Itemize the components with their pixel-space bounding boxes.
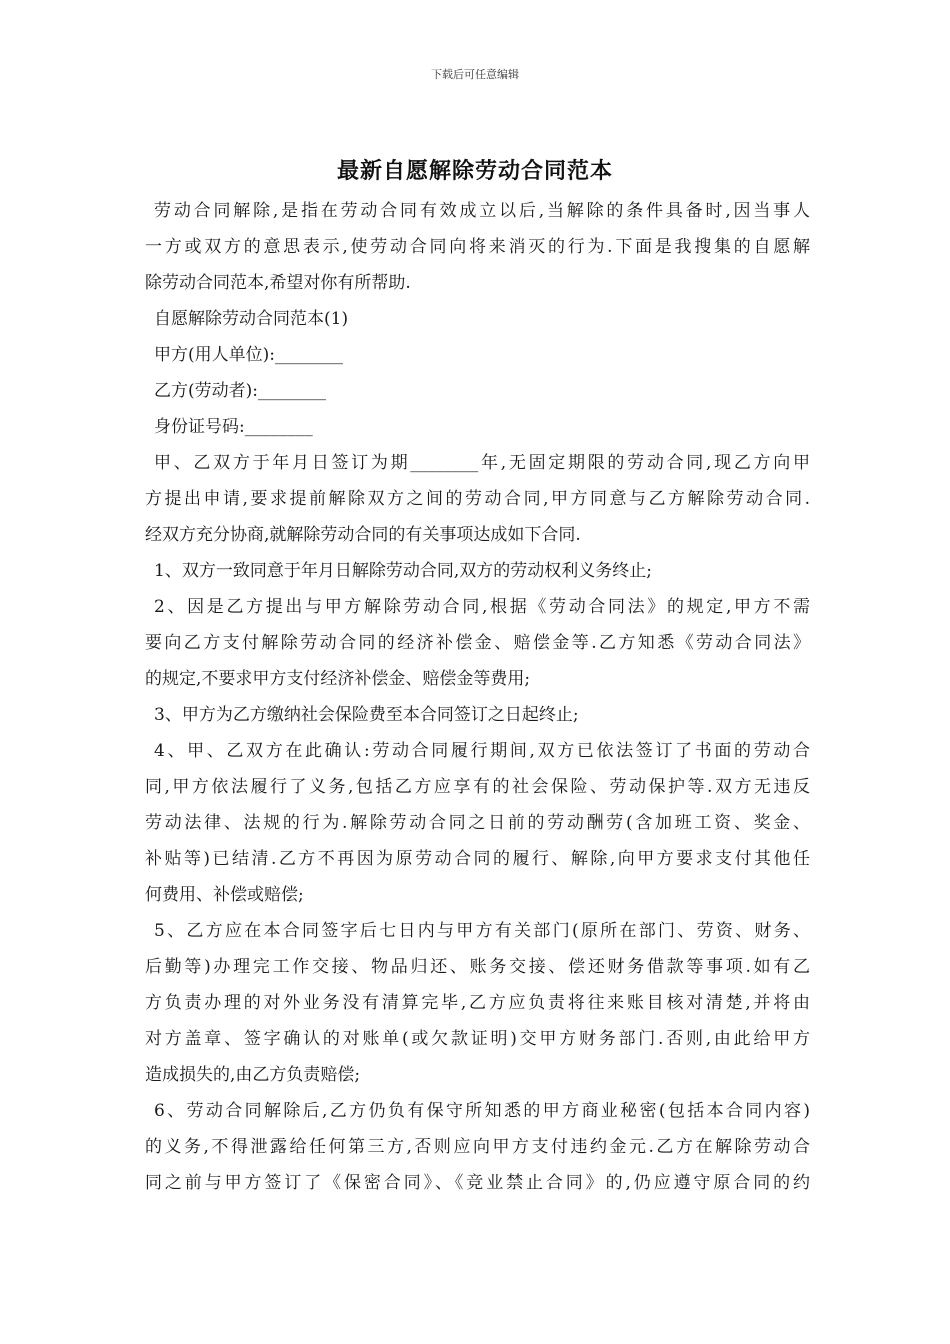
body-line: 1、双方一致同意于年月日解除劳动合同,双方的劳动权利义务终止; (154, 561, 652, 581)
document-body (145, 193, 810, 1201)
body-line: 同,甲方依法履行了义务,包括乙方应享有的社会保险、劳动保护等.双方无违反 (145, 777, 810, 797)
body-line: 甲、乙双方于年月日签订为期________年,无固定期限的劳动合同,现乙方向甲 (154, 453, 810, 473)
body-line: 补贴等)已结清.乙方不再因为原劳动合同的履行、解除,向甲方要求支付其他任 (145, 849, 810, 869)
body-line: 劳动合同解除,是指在劳动合同有效成立以后,当解除的条件具备时,因当事人 (154, 201, 810, 221)
body-line: 劳动法律、法规的行为.解除劳动合同之日前的劳动酬劳(含加班工资、奖金、 (145, 813, 810, 833)
body-line: 经双方充分协商,就解除劳动合同的有关事项达成如下合同. (145, 525, 581, 545)
body-line: 要向乙方支付解除劳动合同的经济补偿金、赔偿金等.乙方知悉《劳动合同法》 (145, 633, 810, 653)
body-line: 何费用、补偿或赔偿; (145, 885, 304, 905)
body-line: 2、因是乙方提出与甲方解除劳动合同,根据《劳动合同法》的规定,甲方不需 (154, 597, 810, 617)
body-line: 造成损失的,由乙方负责赔偿; (145, 1065, 361, 1085)
body-line: 一方或双方的意思表示,使劳动合同向将来消灭的行为.下面是我搜集的自愿解 (145, 237, 810, 257)
body-line: 后勤等)办理完工作交接、物品归还、账务交接、偿还财务借款等事项.如有乙 (145, 957, 810, 977)
body-line: 3、甲方为乙方缴纳社会保险费至本合同签订之日起终止; (154, 705, 579, 725)
body-line: 方提出申请,要求提前解除双方之间的劳动合同,甲方同意与乙方解除劳动合同. (145, 489, 810, 509)
body-line: 同之前与甲方签订了《保密合同》、《竞业禁止合同》的,仍应遵守原合同的约 (145, 1173, 810, 1193)
body-line: 身份证号码:________ (154, 417, 313, 437)
body-line: 的规定,不要求甲方支付经济补偿金、赔偿金等费用; (145, 669, 531, 689)
header-note: 下载后可任意编辑 (431, 68, 519, 81)
body-line: 对方盖章、签字确认的对账单(或欠款证明)交甲方财务部门.否则,由此给甲方 (145, 1029, 810, 1049)
body-line: 5、乙方应在本合同签字后七日内与甲方有关部门(原所在部门、劳资、财务、 (154, 921, 810, 941)
body-line: 方负责办理的对外业务没有清算完毕,乙方应负责将往来账目核对清楚,并将由 (145, 993, 810, 1013)
body-line: 甲方(用人单位):________ (154, 345, 343, 365)
body-line: 4、甲、乙双方在此确认:劳动合同履行期间,双方已依法签订了书面的劳动合 (154, 741, 810, 761)
body-line: 6、劳动合同解除后,乙方仍负有保守所知悉的甲方商业秘密(包括本合同内容) (154, 1101, 810, 1121)
body-line: 自愿解除劳动合同范本(1) (154, 309, 349, 329)
body-line: 乙方(劳动者):________ (154, 381, 326, 401)
body-line: 的义务,不得泄露给任何第三方,否则应向甲方支付违约金元.乙方在解除劳动合 (145, 1137, 810, 1157)
body-line: 除劳动合同范本,希望对你有所帮助. (145, 273, 411, 293)
document-title: 最新自愿解除劳动合同范本 (336, 159, 613, 184)
